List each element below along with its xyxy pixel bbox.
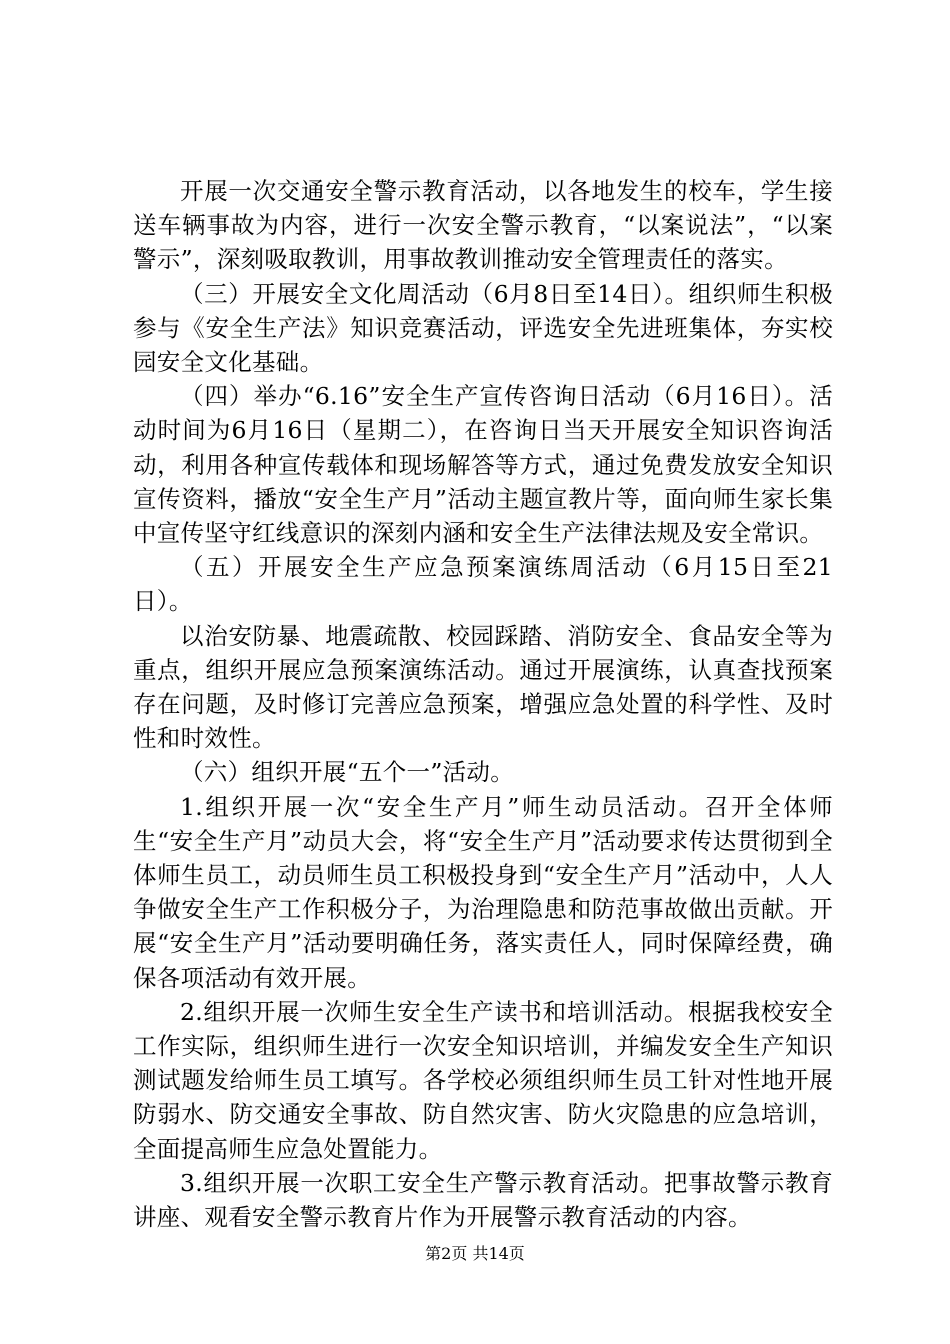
paragraph-drill-details: 以治安防暴、地震疏散、校园踩踏、消防安全、食品安全等为重点，组织开展应急预案演练活动。通过开展演练，认真查找预案存在问题，及时修订完善应急预案，增强应急处置的科学性、及时性和时效性。 xyxy=(133,621,833,753)
paragraph-safety-culture-week: （三）开展安全文化周活动（6月8日至14日）。组织师生积极参与《安全生产法》知识竞赛活动，评选安全先进班集体，夯实校园安全文化基础。 xyxy=(133,279,833,377)
paragraph-emergency-drill-week: （五）开展安全生产应急预案演练周活动（6月15日至21日）。 xyxy=(133,553,833,616)
document-body xyxy=(133,174,833,1234)
paragraph-item-1: 1.组织开展一次“安全生产月”师生动员活动。召开全体师生“安全生产月”动员大会，将“安全生产月”活动要求传达贯彻到全体师生员工，动员师生员工积极投身到“安全生产月”活动中，人人争做安全生产工作积极分子，为治理隐患和防范事故做出贡献。开展“安全生产月”活动要明确任务，落实责任人，同时保障经费，确保各项活动有效开展。 xyxy=(133,792,833,992)
paragraph-item-2: 2.组织开展一次师生安全生产读书和培训活动。根据我校安全工作实际，组织师生进行一次安全知识培训，并编发安全生产知识测试题发给师生员工填写。各学校必须组织师生员工针对性地开展防弱水、防交通安全事故、防自然灾害、防火灾隐患的应急培训，全面提高师生应急处置能力。 xyxy=(133,997,833,1163)
page-number-footer: 第2页 共14页 xyxy=(425,1244,525,1263)
paragraph-traffic-safety: 开展一次交通安全警示教育活动，以各地发生的校车，学生接送车辆事故为内容，进行一次安全警示教育，“以案说法”，“以案警示”，深刻吸取教训，用事故教训推动安全管理责任的落实。 xyxy=(133,177,833,274)
paragraph-five-ones: （六）组织开展“五个一”活动。 xyxy=(180,758,515,787)
paragraph-consultation-day: （四）举办“6.16”安全生产宣传咨询日活动（6月16日）。活动时间为6月16日（星期二），在咨询日当天开展安全知识咨询活动，利用各种宣传载体和现场解答等方式，通过免费发放安全知识宣传资料，播放“安全生产月”活动主题宣教片等，面向师生家长集中宣传坚守红线意识的深刻内涵和安全生产法律法规及安全常识。 xyxy=(133,382,833,548)
paragraph-item-3: 3.组织开展一次职工安全生产警示教育活动。把事故警示教育讲座、观看安全警示教育片作为开展警示教育活动的内容。 xyxy=(133,1168,833,1232)
